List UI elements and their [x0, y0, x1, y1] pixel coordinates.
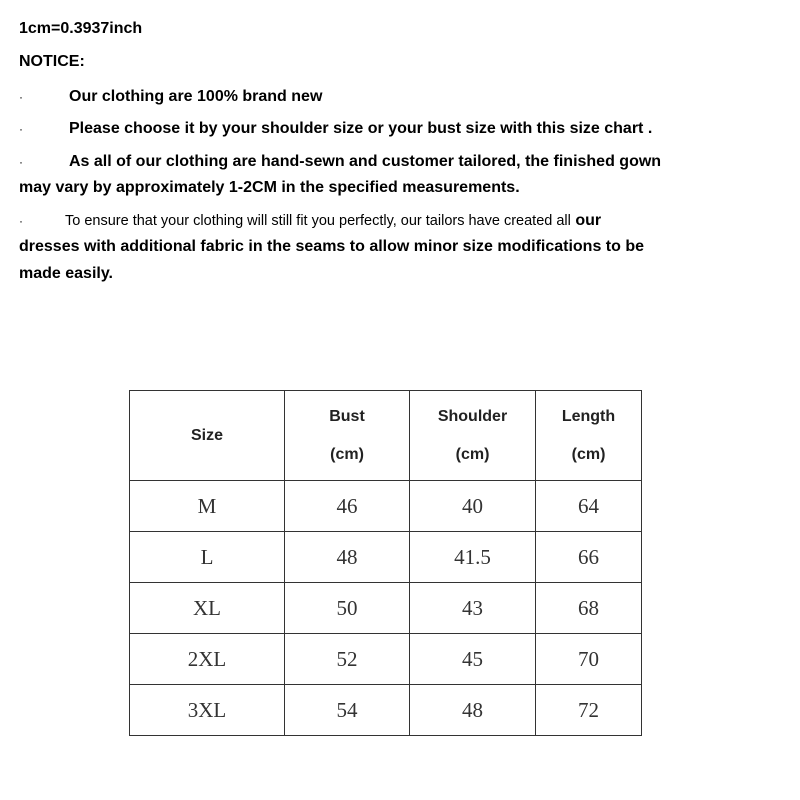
table-row: [130, 481, 642, 532]
header-unit: (cm): [330, 445, 364, 463]
notice-item-text: To ensure that your clothing will still fit you perfectly, our tailors have created all: [65, 213, 571, 229]
bullet-icon: ·: [19, 122, 23, 136]
cell-bust: 54: [285, 685, 410, 736]
header-length: [536, 391, 642, 481]
unit-conversion: 1cm=0.3937inch: [19, 20, 143, 37]
cell-bust: 52: [285, 634, 410, 685]
notice-item-text: Our clothing are 100% brand new: [69, 88, 323, 105]
cell-size: 2XL: [130, 634, 285, 685]
header-label: Length: [561, 407, 616, 425]
notice-item-text: Please choose it by your shoulder size or your bust size with this size chart .: [69, 120, 653, 137]
notice-item-continuation: made easily.: [19, 265, 113, 282]
notice-item-text: As all of our clothing are hand-sewn and customer tailored, the finished gown: [69, 153, 662, 170]
table-header-row: [130, 391, 642, 481]
cell-shoulder: 41.5: [410, 532, 536, 583]
cell-size: XL: [130, 583, 285, 634]
header-label: Shoulder: [437, 407, 508, 425]
cell-shoulder: 48: [410, 685, 536, 736]
table-row: [130, 532, 642, 583]
header-bust: [285, 391, 410, 481]
cell-size: M: [130, 481, 285, 532]
table-row: [130, 685, 642, 736]
cell-length: 72: [536, 685, 642, 736]
cell-length: 68: [536, 583, 642, 634]
header-size: [130, 391, 285, 481]
cell-shoulder: 43: [410, 583, 536, 634]
header-label: Size: [190, 426, 223, 444]
bullet-icon: ·: [19, 155, 23, 169]
notice-item-text-bold: our: [575, 212, 602, 229]
cell-bust: 48: [285, 532, 410, 583]
cell-length: 64: [536, 481, 642, 532]
cell-shoulder: 45: [410, 634, 536, 685]
cell-size: L: [130, 532, 285, 583]
bullet-icon: ·: [19, 90, 23, 104]
cell-length: 70: [536, 634, 642, 685]
cell-length: 66: [536, 532, 642, 583]
cell-size: 3XL: [130, 685, 285, 736]
header-shoulder: [410, 391, 536, 481]
header-unit: (cm): [571, 445, 606, 463]
size-chart-table: [129, 390, 642, 736]
bullet-icon: ·: [19, 214, 23, 228]
notice-heading: NOTICE:: [19, 53, 85, 70]
header-label: Bust: [329, 407, 365, 425]
notice-item-continuation: may vary by approximately 1-2CM in the specified measurements.: [19, 179, 520, 196]
cell-bust: 46: [285, 481, 410, 532]
table-row: [130, 583, 642, 634]
cell-bust: 50: [285, 583, 410, 634]
notice-item-continuation: dresses with additional fabric in the seams to allow minor size modifications to be: [19, 238, 645, 255]
cell-shoulder: 40: [410, 481, 536, 532]
header-unit: (cm): [455, 445, 490, 463]
table-row: [130, 634, 642, 685]
